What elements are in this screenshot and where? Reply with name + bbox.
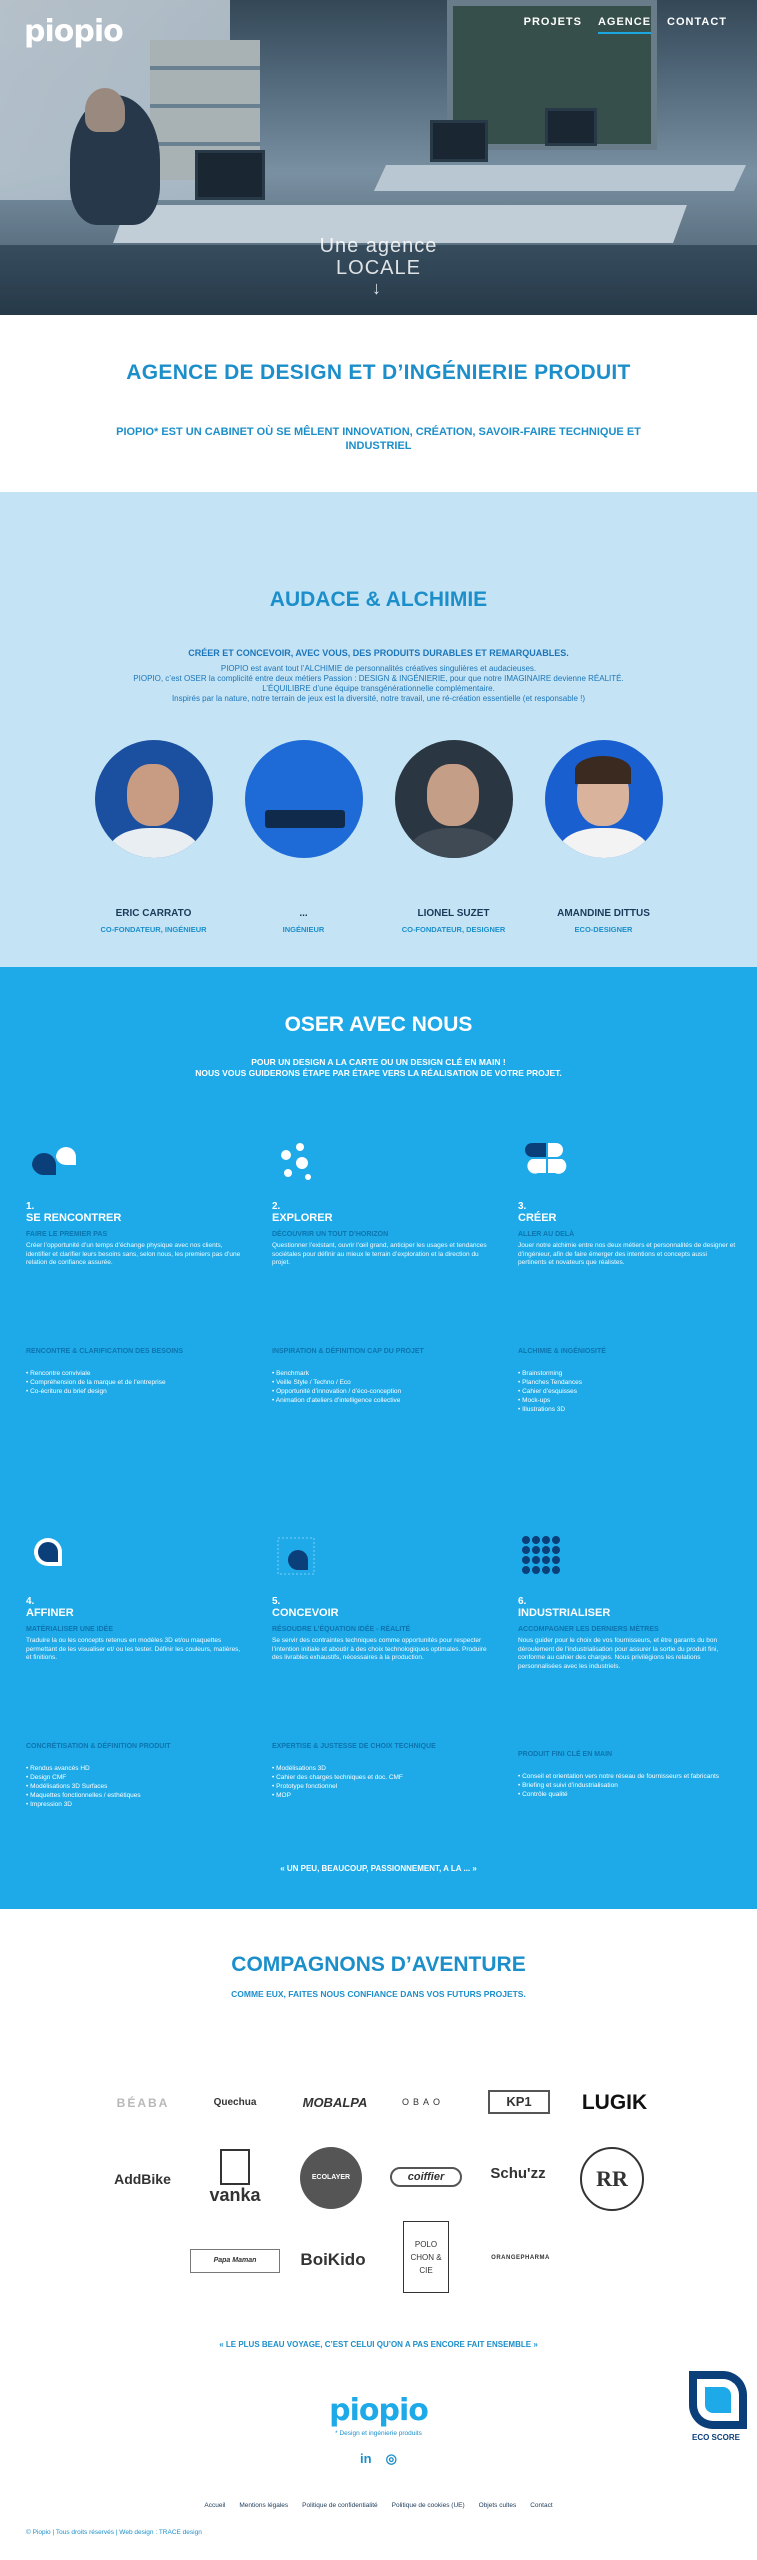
partner-logo[interactable]: POLO CHON & CIE (403, 2221, 449, 2293)
step-title: AFFINER (26, 1607, 74, 1619)
step-number: 6. (518, 1596, 527, 1607)
list-item: • Illustrations 3D (518, 1405, 736, 1414)
avatar (545, 740, 663, 858)
hero-tagline-line1: Une agence (319, 235, 438, 257)
list-item: • Prototype fonctionnel (272, 1782, 490, 1791)
nav-projets[interactable]: PROJETS (523, 16, 582, 28)
oser-subtitle-line1: POUR UN DESIGN A LA CARTE OU UN DESIGN CLÉ EN MAIN ! (251, 1057, 506, 1067)
linkedin-icon[interactable]: in (360, 2451, 372, 2466)
oser-section (0, 967, 757, 1909)
partner-logo[interactable]: coiffier (390, 2167, 462, 2187)
step-list (272, 1764, 490, 1800)
partners-subtitle: COMME EUX, FAITES NOUS CONFIANCE DANS VOS FUTURS PROJETS. (231, 1989, 526, 1999)
footer-links (0, 2502, 757, 2509)
partner-logo[interactable]: OBAO (401, 2097, 444, 2107)
step-tag: DÉCOUVRIR UN TOUT D’HORIZON (272, 1231, 389, 1238)
step-card (26, 1137, 244, 1414)
list-item: • Contrôle qualité (518, 1790, 736, 1799)
audace-body-line: PIOPIO, c’est OSER la complicité entre deux métiers Passion : DESIGN & INGÉNIERIE, pour que notre IMAGINAIRE devienne RÉALITÉ. (133, 674, 624, 683)
steps-row-2 (26, 1532, 736, 1809)
footer-logo[interactable]: piopio (329, 2393, 428, 2428)
step-card (518, 1532, 736, 1809)
list-item: • Maquettes fonctionnelles / esthétiques (26, 1791, 244, 1800)
partners-title: COMPAGNONS D’AVENTURE (231, 1953, 526, 1976)
footer-link-mentions[interactable]: Mentions légales (239, 2502, 289, 2509)
step-title: INDUSTRIALISER (518, 1607, 611, 1619)
partner-logo[interactable]: RR (580, 2147, 644, 2211)
audace-title: AUDACE & ALCHIMIE (269, 588, 488, 611)
step-section: ALCHIMIE & INGÉNIOSITÉ (518, 1347, 606, 1355)
list-item: • Rendus avancés HD (26, 1764, 244, 1773)
eco-score-badge[interactable] (681, 2365, 751, 2455)
list-item: • Planches Tendances (518, 1378, 736, 1387)
step-card (518, 1137, 736, 1414)
partners-quote: « LE PLUS BEAU VOYAGE, C’EST CELUI QU’ON A PAS ENCORE FAIT ENSEMBLE » (219, 2340, 538, 2349)
footer-link-contact[interactable]: Contact (530, 2502, 553, 2509)
eco-score-label: ECO SCORE (691, 2433, 740, 2442)
footer-link-accueil[interactable]: Accueil (204, 2502, 226, 2509)
step-desc: Nous guider pour le choix de vos fournisseurs, et être garants du bon déroulement de l’industrialisation pour assurer la sortie du produit fini, conforme au cahier des charges. Nous privilégions les relations personnalisées avec les industriels. (518, 1637, 719, 1670)
list-item: • Mock-ups (518, 1396, 736, 1405)
list-item: • Animation d’ateliers d’intelligence collective (272, 1396, 490, 1405)
step-title: SE RENCONTRER (26, 1212, 122, 1224)
partner-logo[interactable]: Papa Maman (190, 2249, 280, 2273)
member-name: LIONEL SUZET (417, 908, 490, 919)
partner-logo[interactable]: Schu'zz (490, 2165, 546, 2182)
partners-section (0, 1909, 757, 2389)
step-list (26, 1369, 244, 1396)
list-item: • Cahier d’esquisses (518, 1387, 736, 1396)
partner-logo[interactable]: ECOLAYER (300, 2147, 362, 2209)
avatar (245, 740, 363, 858)
avatar (95, 740, 213, 858)
step-desc: Questionner l’existant, ouvrir l’œil grand, anticiper les usages et tendances sociétales pour définir au mieux le terrain d’exploration et la direction du projet. (272, 1242, 487, 1266)
step-tag: ACCOMPAGNER LES DERNIERS MÈTRES (518, 1626, 659, 1633)
intro-subtitle: PIOPIO* EST UN CABINET OÙ SE MÊLENT INNOVATION, CRÉATION, SAVOIR-FAIRE TECHNIQUE ET INDUSTRIEL (116, 426, 641, 452)
scatter-dots-icon (272, 1137, 490, 1187)
social-links (0, 2451, 757, 2467)
step-list (26, 1764, 244, 1809)
audace-body (99, 664, 659, 704)
step-number: 1. (26, 1201, 35, 1212)
member-name: AMANDINE DITTUS (557, 908, 650, 919)
footer-tagline: * Design et ingénierie produits (335, 2430, 422, 2437)
list-item: • Co-écriture du brief design (26, 1387, 244, 1396)
audace-body-line: L’ÉQUILIBRE d’une équipe transgénérationnelle complémentaire. (262, 684, 495, 693)
bubble-icon (26, 1532, 244, 1582)
partner-logo[interactable] (196, 2149, 274, 2217)
step-section: RENCONTRE & CLARIFICATION DES BESOINS (26, 1347, 183, 1355)
hero-banner (0, 0, 757, 315)
partner-logo[interactable]: KP1 (488, 2090, 550, 2114)
footer-link-confidentialite[interactable]: Politique de confidentialité (302, 2502, 378, 2509)
partner-logo[interactable]: Quechua (213, 2097, 257, 2108)
oser-quote: « UN PEU, BEAUCOUP, PASSIONNEMENT, A LA ... » (280, 1864, 477, 1873)
main-nav (524, 16, 727, 34)
step-desc: Se servir des contraintes techniques comme opportunités pour respecter l’intention initiale et aboutir à des choix technologiques optimales. Produire des livrables exhaustifs, nécessaires à la production. (272, 1637, 487, 1661)
list-item: • Brainstorming (518, 1369, 736, 1378)
nav-agence[interactable]: AGENCE (598, 16, 651, 34)
oser-subtitle (0, 1057, 757, 1079)
member-role: CO-FONDATEUR, DESIGNER (401, 925, 506, 934)
footer-link-objets[interactable]: Objets cultes (478, 2502, 517, 2509)
list-item: • Impression 3D (26, 1800, 244, 1809)
step-title: CRÉER (518, 1212, 557, 1224)
site-logo[interactable]: piopio (24, 14, 123, 49)
team-member (544, 740, 664, 934)
partner-logo[interactable]: ORANGEPHARMA (491, 2255, 550, 2261)
step-list (518, 1369, 736, 1414)
step-number: 5. (272, 1596, 281, 1607)
avatar (395, 740, 513, 858)
team-member (94, 740, 214, 934)
list-item: • Opportunité d’innovation / d’éco-conception (272, 1387, 490, 1396)
oser-subtitle-line2: NOUS VOUS GUIDERONS ÉTAPE PAR ÉTAPE VERS LA RÉALISATION DE VOTRE PROJET. (195, 1068, 562, 1078)
member-name: ERIC CARRATO (115, 908, 192, 919)
team-member (244, 740, 364, 934)
partner-logo[interactable]: BoiKido (300, 2250, 366, 2269)
step-tag: FAIRE LE PREMIER PAS (26, 1231, 108, 1238)
list-item: • Conseil et orientation vers notre réseau de fournisseurs et fabricants (518, 1772, 736, 1781)
audace-lead: CRÉER ET CONCEVOIR, AVEC VOUS, DES PRODUITS DURABLES ET REMARQUABLES. (188, 648, 569, 658)
copyright: © Piopio | Tous droits réservés | Web design : TRACE design (26, 2529, 202, 2536)
step-section: PRODUIT FINI CLÉ EN MAIN (518, 1751, 613, 1758)
scroll-down-icon[interactable]: ↓ (372, 278, 381, 298)
footer-link-cookies[interactable]: Politique de cookies (UE) (391, 2502, 465, 2509)
partner-logo-label: vanka (209, 2185, 261, 2205)
list-item: • Benchmark (272, 1369, 490, 1378)
member-role: ECO-DESIGNER (574, 925, 633, 934)
petals-icon (518, 1137, 736, 1187)
member-name: ... (299, 908, 308, 919)
step-tag: ALLER AU DELÀ (518, 1231, 575, 1238)
audace-body-line: Inspirés par la nature, notre terrain de jeux est la diversité, notre travail, une ré-création essentielle (et responsable !) (171, 694, 586, 703)
step-number: 3. (518, 1201, 527, 1212)
footer (0, 2389, 757, 2560)
step-title: EXPLORER (272, 1212, 333, 1224)
partner-logo[interactable]: MOBALPA (302, 2095, 368, 2110)
step-title: CONCEVOIR (272, 1607, 339, 1619)
vanka-mark-icon (220, 2149, 250, 2185)
steps-row-1 (26, 1137, 736, 1414)
hero-tagline-line2: LOCALE (336, 257, 421, 279)
step-number: 4. (26, 1596, 35, 1607)
step-desc: Jouer notre alchimie entre nos deux métiers et personnalités de designer et d’ingénieur, afin de faire émerger des intentions et concepts aussi pertinents et novateurs que réalistes. (518, 1242, 736, 1266)
partner-logo[interactable]: AddBike (114, 2171, 171, 2187)
step-list (272, 1369, 490, 1405)
partner-logo[interactable]: BÉABA (116, 2096, 170, 2110)
hero-tagline (0, 235, 757, 279)
audace-body-line: PIOPIO est avant tout l’ALCHIMIE de personnalités créatives singulières et audacieuses. (220, 664, 537, 673)
step-card (272, 1532, 490, 1809)
audace-section (0, 492, 757, 967)
member-role: CO-FONDATEUR, INGÉNIEUR (100, 925, 207, 934)
oser-title: OSER AVEC NOUS (284, 1013, 473, 1036)
instagram-icon[interactable]: ◎ (385, 2451, 397, 2466)
step-section: INSPIRATION & DÉFINITION CAP DU PROJET (272, 1347, 424, 1355)
step-card (26, 1532, 244, 1809)
team-member (394, 740, 514, 934)
list-item: • Modélisations 3D Surfaces (26, 1782, 244, 1791)
list-item: • Briefing et suivi d’industrialisation (518, 1781, 736, 1790)
step-number: 2. (272, 1201, 281, 1212)
list-item: • Compréhension de la marque et de l’entreprise (26, 1378, 244, 1387)
step-desc: Traduire la ou les concepts retenus en modèles 3D et/ou maquettes permettant de les visualiser et/ ou les tester. Définir les couleurs, matières, et finitions. (26, 1637, 241, 1661)
nav-contact[interactable]: CONTACT (667, 16, 727, 28)
list-item: • Modélisations 3D (272, 1764, 490, 1773)
list-item: • Rencontre conviviale (26, 1369, 244, 1378)
dot-grid-icon (518, 1532, 736, 1582)
step-list (518, 1772, 736, 1799)
step-tag: RÉSOUDRE L’ÉQUATION IDÉE - RÉALITÉ (272, 1626, 411, 1633)
member-role: INGÉNIEUR (282, 925, 325, 934)
list-item: • Veille Style / Techno / Eco (272, 1378, 490, 1387)
step-section: CONCRÉTISATION & DÉFINITION PRODUIT (26, 1742, 171, 1750)
partner-logo[interactable]: LUGIK (581, 2091, 648, 2114)
team-list (0, 740, 757, 934)
intro-title: AGENCE DE DESIGN ET D’INGÉNIERIE PRODUIT (126, 361, 631, 384)
list-item: • Design CMF (26, 1773, 244, 1782)
step-section: EXPERTISE & JUSTESSE DE CHOIX TECHNIQUE (272, 1742, 436, 1750)
step-tag: MATÉRIALISER UNE IDÉE (26, 1626, 113, 1633)
blueprint-icon (272, 1532, 490, 1582)
list-item: • MOP (272, 1791, 490, 1800)
list-item: • Cahier des charges techniques et doc. CMF (272, 1773, 490, 1782)
speech-bubbles-icon (26, 1137, 244, 1187)
step-desc: Créer l’opportunité d’un temps d’échange physique avec nos clients, identifier et clarifier leurs besoins sans, selon nous, les premiers pas d’une relation de confiance assurée. (26, 1242, 241, 1266)
intro-section (0, 315, 757, 492)
step-card (272, 1137, 490, 1414)
